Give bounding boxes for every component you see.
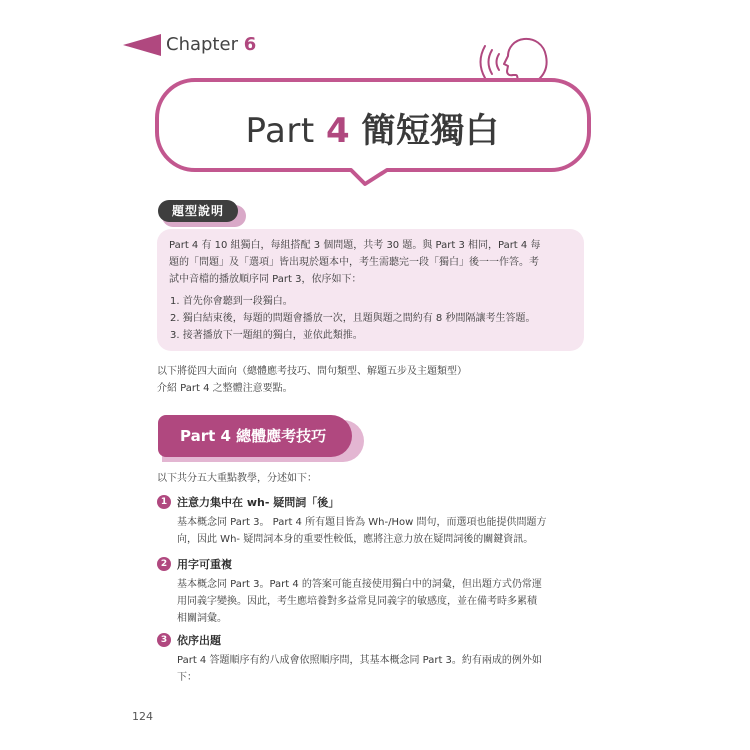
info-step-2: 2. 獨白結束後，每題的問題會播放一次，且題與題之間約有 8 秒間隔讓考生答題。 bbox=[170, 313, 536, 324]
intro-line-1: 以下將從四大面向（總體應考技巧、問句類型、解題五步及主題類型） bbox=[157, 366, 467, 377]
title-part-word: Part bbox=[245, 111, 315, 151]
overview-text: 以下共分五大重點教學，分述如下： bbox=[157, 473, 317, 484]
page-number: 124 bbox=[132, 710, 153, 723]
intro-line-2: 介紹 Part 4 之整體注意要點。 bbox=[157, 383, 293, 394]
point-line: Part 4 答題順序有約八成會依照順序問，其基本概念同 Part 3。約有兩成的例外如 bbox=[177, 655, 542, 666]
point-line: 基本概念同 Part 3。 Part 4 所有題目皆為 Wh-/How 問句，而選項也能提供問題方 bbox=[177, 517, 547, 528]
page-title bbox=[158, 103, 587, 152]
info-paragraph-line-1: Part 4 有 10 組獨白，每組搭配 3 個問題，共考 30 題。與 Part 3 相同，Part 4 每 bbox=[169, 240, 541, 251]
chapter-number: 6 bbox=[243, 34, 257, 55]
info-step-3: 3. 接著播放下一題組的獨白，並依此類推。 bbox=[170, 330, 363, 341]
point-line: 下： bbox=[177, 672, 197, 683]
chapter-label bbox=[166, 34, 256, 55]
point-line: 基本概念同 Part 3。Part 4 的答案可能直接使用獨白中的詞彙，但出題方式仍常運 bbox=[177, 579, 542, 590]
title-name: 簡短獨白 bbox=[361, 111, 500, 151]
point-number-badge: 3 bbox=[157, 633, 171, 647]
megaphone-icon bbox=[121, 33, 163, 57]
title-part-number: 4 bbox=[325, 111, 351, 151]
point-title: 用字可重複 bbox=[177, 558, 232, 571]
point-title: 注意力集中在 wh- 疑問詞「後」 bbox=[177, 496, 340, 509]
point-line: 用同義字變換。因此，考生應培養對多益常見同義字的敏感度，並在備考時多累積 bbox=[177, 596, 537, 607]
chapter-word: Chapter bbox=[166, 34, 238, 55]
section-heading: Part 4 總體應考技巧 bbox=[158, 415, 352, 457]
section-badge: 題型說明 bbox=[158, 200, 238, 222]
point-line: 相關詞彙。 bbox=[177, 613, 227, 624]
info-paragraph-line-2: 題的「問題」及「選項」皆出現於題本中，考生需聽完一段「獨白」後一一作答。考 bbox=[169, 257, 539, 268]
point-title: 依序出題 bbox=[177, 634, 221, 647]
point-number-badge: 2 bbox=[157, 557, 171, 571]
point-line: 向，因此 Wh- 疑問詞本身的重要性較低，應將注意力放在疑問詞後的關鍵資訊。 bbox=[177, 534, 534, 545]
info-step-1: 1. 首先你會聽到一段獨白。 bbox=[170, 296, 293, 307]
info-paragraph-line-3: 試中音檔的播放順序同 Part 3，依序如下： bbox=[169, 274, 362, 285]
point-number-badge: 1 bbox=[157, 495, 171, 509]
